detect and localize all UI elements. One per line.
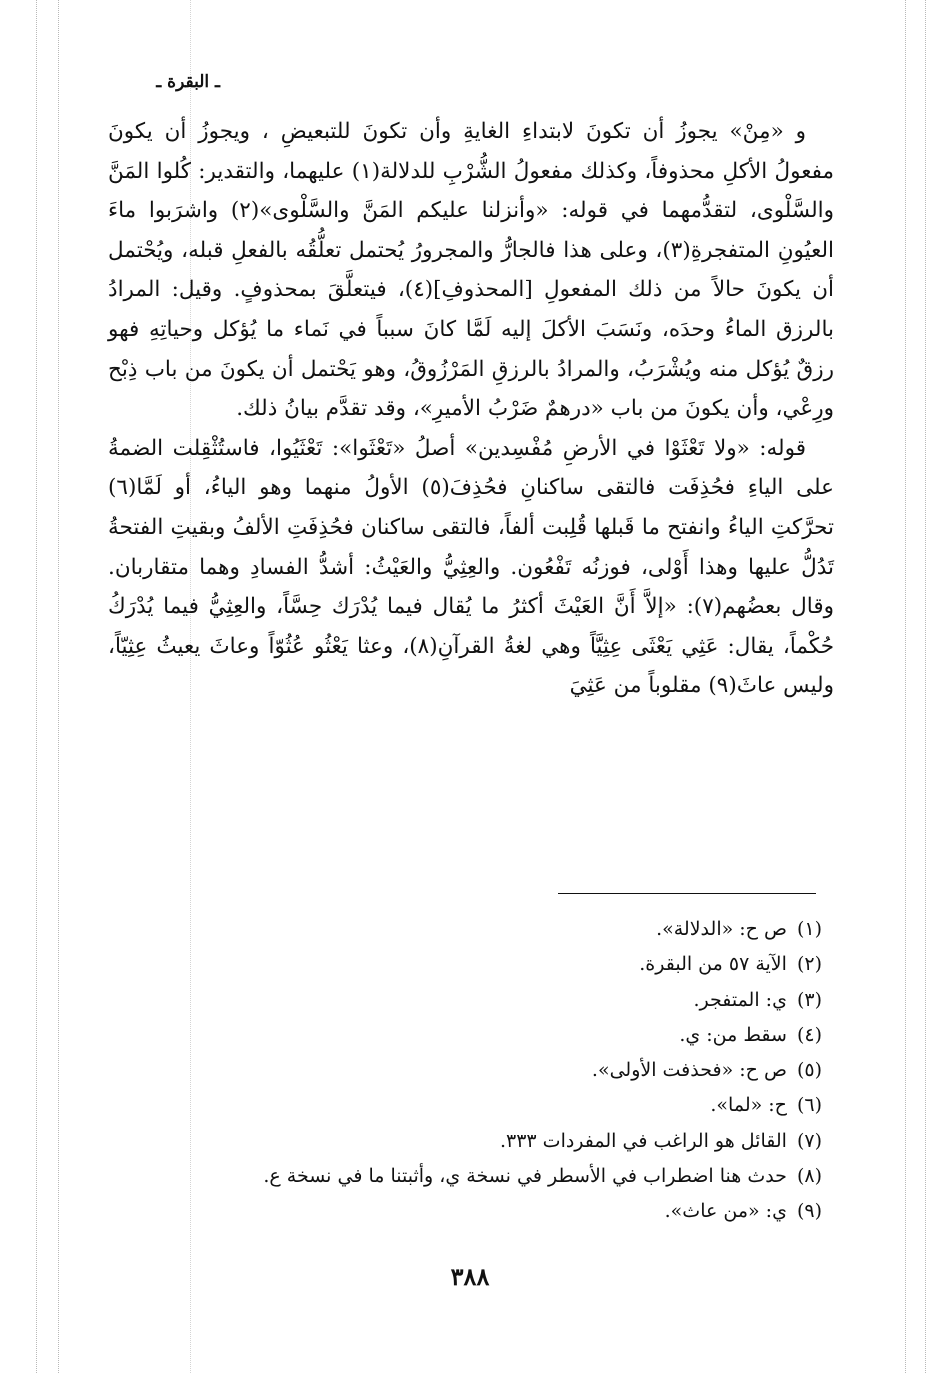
footnote-text: ي: المتفجر. <box>693 988 787 1011</box>
footnote-number: (٦) <box>796 1094 822 1117</box>
footnote-text: القائل هو الراغب في المفردات ٣٣٣. <box>499 1129 787 1152</box>
footnote <box>200 1088 822 1123</box>
paragraph: و «مِنْ» يجوزُ أن تكونَ لابتداءِ الغايةِ وأن تكونَ للتبعيضِ ، ويجوزُ أن يكونَ مفعولُ الأكلِ محذوفاً، وكذلك مفعولُ الشُّرْبِ للدلالة(١) عليهما، والتقدير: كُلوا المَنَّ والسَّلْوى، لتقدُّمهما في قوله: «وأنزلنا عليكم المَنَّ والسَّلْوى»(٢) واشرَبوا ماءَ العيُونِ المتفجرةِ(٣)، وعلى هذا فالجارُّ والمجرورُ يُحتمل تعلُّقُه بالفعلِ قبله، ويُحْتمل أن يكونَ حالاً من ذلك المفعولِ [المحذوفِ](٤)، فيتعلَّقَ بمحذوفٍ. وقيل: المرادُ بالرزق الماءُ وحدَه، ونَسَبَ الأكلَ إليه لَمَّا كانَ سبباً في نَماء ما يُؤكل وحياتِهِ فهو رزقٌ يُؤكل منه ويُشْرَبُ، والمرادُ بالرزقِ المَرْزُوقُ، وهو يَحْتمل أن يكونَ من باب ذِبْح ورِعْي، وأن يكونَ من باب «درهمٌ ضَرْبُ الأميرِ»، وقد تقدَّم بيانُ ذلك. <box>108 119 835 422</box>
footnote-text: ص ح: «الدلالة». <box>656 918 787 940</box>
footnote-separator <box>558 893 816 894</box>
main-text <box>108 112 834 706</box>
footnote <box>200 1159 822 1194</box>
footnote-text: حدث هنا اضطراب في الأسطر في نسخة ي، وأثبتنا ما في نسخة ع. <box>263 1165 787 1188</box>
margin-dotted-line <box>58 0 59 1373</box>
footnote <box>200 1053 822 1088</box>
footnote-number: (٥) <box>796 1059 822 1082</box>
footnote <box>200 1194 822 1229</box>
footnote <box>200 983 822 1018</box>
footnote-number: (٨) <box>796 1165 822 1188</box>
margin-dotted-line <box>905 0 906 1373</box>
footnote <box>200 912 822 947</box>
footnote-number: (٣) <box>796 988 822 1011</box>
footnote-number: (٢) <box>796 953 822 976</box>
footnote-text: سقط من: ي. <box>679 1023 787 1046</box>
footnote <box>200 1018 822 1053</box>
footnote-number: (٧) <box>796 1129 822 1152</box>
footnote <box>200 947 822 982</box>
footnote-number: (٩) <box>796 1200 822 1223</box>
running-header: ـ البقرة ـ <box>156 72 220 92</box>
page-number: ٣٨٨ <box>450 1262 490 1291</box>
margin-dotted-line <box>925 0 926 1373</box>
footnotes-list <box>200 912 822 1230</box>
footnote-text: ح: «لما». <box>710 1094 787 1117</box>
footnote-number: (١) <box>796 918 822 940</box>
footnote <box>200 1124 822 1159</box>
footnote-text: ي: «من عاث». <box>664 1200 787 1223</box>
footnote-number: (٤) <box>796 1023 822 1046</box>
footnote-text: ص ح: «فحذفت الأولى». <box>591 1059 787 1082</box>
paragraph: قوله: «ولا تَعْثَوْا في الأرضِ مُفْسِدين» أصلُ «تَعْثَوا»: تَعْثَيُوا، فاستُثْقِلت الضمةُ على الياءِ فحُذِفَت فالتقى ساكنانِ فحُذِفَ(٥) الأولُ منهما وهو الياءُ، أو لَمَّا(٦) تحرَّكتِ الياءُ وانفتح ما قَبلها قُلِبت ألفاً، فالتقى ساكنان فحُذِفَتِ الألفُ وبقيتِ الفتحةُ تَدُلُّ عليها وهذا أَوْلى، فوزنُه تَفْعُون. والعِثِيُّ والعَيْثُ: أشدُّ الفسادِ وهما متقاربان. وقال بعضُهم(٧): «إلاَّ أَنَّ العَيْثَ أكثرُ ما يُقال فيما يُدْرَك حِسَّاً، والعِثِيُّ فيما يُدْرَكُ حُكْماً، يقال: عَثِي يَعْثَى عِثِيَّاً وهي لغةُ القرآنِ(٨)، وعثا يَعْثُو عُثُوّاً وعاثَ يعيثُ عِثِيّاً، وليس عاثَ(٩) مقلوباً من عَثِيَ <box>108 435 834 699</box>
margin-dotted-line <box>36 0 37 1373</box>
footnote-text: الآية ٥٧ من البقرة. <box>639 953 787 976</box>
